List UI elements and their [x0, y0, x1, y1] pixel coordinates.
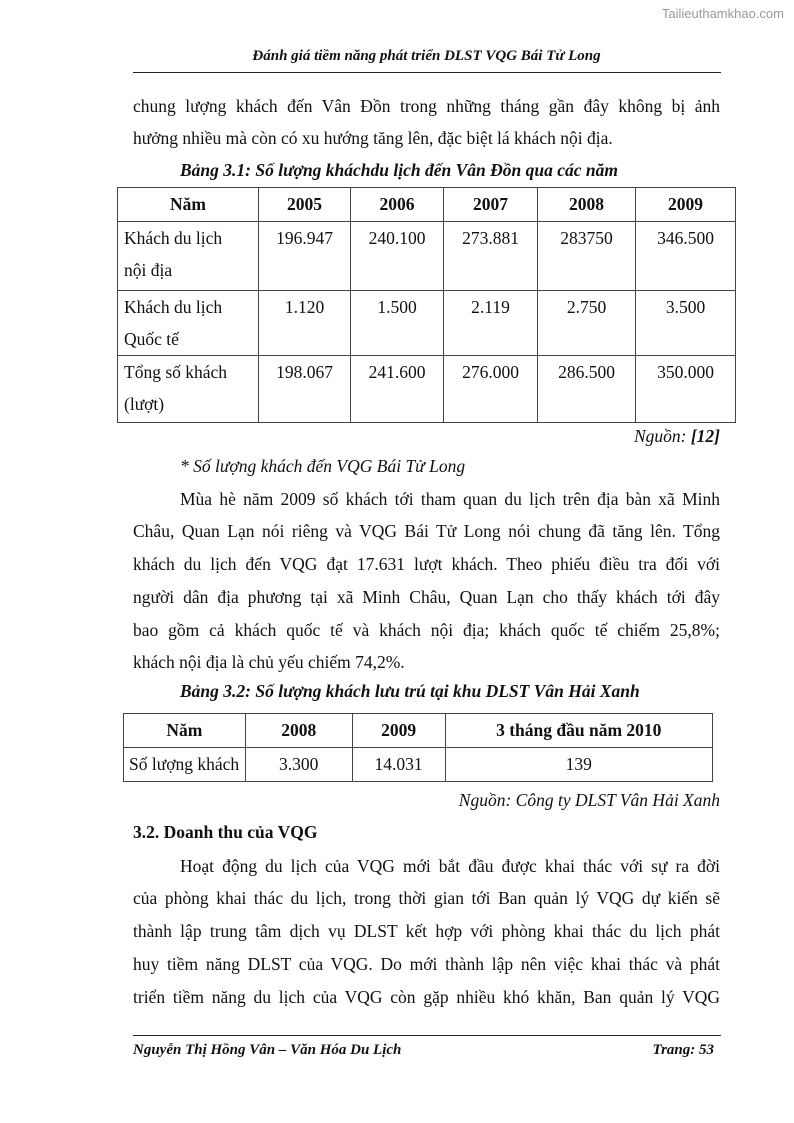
- table1-header-cell: 2009: [636, 188, 736, 222]
- paragraph-line: của phòng khai thác du lịch, trong thời gian tới Ban quản lý VQG dự kiến sẽ: [133, 888, 720, 908]
- paragraph-line: bao gồm cả khách quốc tế và khách nội địa; khách quốc tế chiếm 25,8%;: [133, 620, 720, 640]
- table-row: [118, 222, 736, 291]
- cell: 276.000: [444, 356, 538, 423]
- row-label: Tổng số khách (lượt): [118, 356, 259, 423]
- paragraph-line: khách nội địa là chủ yếu chiếm 74,2%.: [133, 652, 405, 672]
- table2: [123, 713, 713, 782]
- table2-source: Nguồn: Công ty DLST Vân Hải Xanh: [458, 790, 720, 810]
- footer-rule: [133, 1035, 721, 1036]
- header-rule: [133, 72, 721, 73]
- table1-header-cell: 2007: [444, 188, 538, 222]
- table-row: [124, 748, 713, 782]
- table1-header-cell: 2008: [538, 188, 636, 222]
- cell: 2.750: [538, 291, 636, 356]
- paragraph-line: triển tiềm năng du lịch của VQG còn gặp nhiều khó khăn, Ban quản lý VQG: [133, 987, 720, 1007]
- table2-header-cell: 2008: [245, 714, 352, 748]
- row-label: Khách du lịch nội địa: [118, 222, 259, 291]
- table1-header-row: [118, 188, 736, 222]
- table1-source: Nguồn: [12]: [633, 426, 720, 446]
- cell: 283750: [538, 222, 636, 291]
- paragraph-line: người dân địa phương tại xã Minh Châu, Quan Lạn cho thấy khách tới đây: [133, 587, 720, 607]
- watermark: Tailieuthamkhao.com: [661, 6, 784, 21]
- paragraph-line: Mùa hè năm 2009 số khách tới tham quan du lịch trên địa bàn xã Minh: [180, 489, 720, 509]
- row-label: Khách du lịch Quốc tế: [118, 291, 259, 356]
- cell: 241.600: [351, 356, 444, 423]
- section-heading: 3.2. Doanh thu của VQG: [133, 822, 318, 842]
- paragraph-line: khách du lịch đến VQG đạt 17.631 lượt khách. Theo phiếu điều tra đối với: [133, 554, 720, 574]
- table-row: [118, 291, 736, 356]
- cell: 273.881: [444, 222, 538, 291]
- table1-header-cell: 2006: [351, 188, 444, 222]
- paragraph-line: Hoạt động du lịch của VQG mới bắt đầu được khai thác với sự ra đời: [180, 856, 720, 876]
- cell: 286.500: [538, 356, 636, 423]
- paragraph-line: huy tiềm năng DLST của VQG. Do mới thành lập nên việc khai thác và phát: [133, 954, 720, 974]
- table2-header-cell: 2009: [352, 714, 445, 748]
- cell: 1.500: [351, 291, 444, 356]
- table1: [117, 187, 736, 423]
- subheading: * Số lượng khách đến VQG Bái Tử Long: [180, 456, 466, 476]
- row-label: Số lượng khách: [124, 748, 246, 782]
- footer-page-number: Trang: 53: [652, 1042, 714, 1058]
- intro-line: chung lượng khách đến Vân Đồn trong những tháng gần đây không bị ảnh: [133, 96, 720, 116]
- cell: 196.947: [259, 222, 351, 291]
- intro-line: hưởng nhiều mà còn có xu hướng tăng lên, đặc biệt lá khách nội địa.: [133, 128, 613, 148]
- table1-header-cell: Năm: [118, 188, 259, 222]
- cell: 346.500: [636, 222, 736, 291]
- cell: 198.067: [259, 356, 351, 423]
- cell: 139: [445, 748, 712, 782]
- table-row: [118, 356, 736, 423]
- paragraph-line: Châu, Quan Lạn nói riêng và VQG Bái Tử Long nói chung đã tăng lên. Tổng: [133, 521, 720, 541]
- cell: 14.031: [352, 748, 445, 782]
- table2-header-row: [124, 714, 713, 748]
- cell: 2.119: [444, 291, 538, 356]
- footer-author: Nguyễn Thị Hồng Vân – Văn Hóa Du Lịch: [133, 1042, 402, 1058]
- paragraph-line: thành lập trung tâm dịch vụ DLST kết hợp với phòng khai thác du lịch phát: [133, 921, 720, 941]
- table1-header-cell: 2005: [259, 188, 351, 222]
- cell: 350.000: [636, 356, 736, 423]
- cell: 3.500: [636, 291, 736, 356]
- table2-header-cell: Năm: [124, 714, 246, 748]
- table2-header-cell: 3 tháng đầu năm 2010: [445, 714, 712, 748]
- cell: 1.120: [259, 291, 351, 356]
- cell: 3.300: [245, 748, 352, 782]
- table2-caption: Bảng 3.2: Số lượng khách lưu trú tại khu DLST Vân Hải Xanh: [180, 681, 640, 701]
- running-header: Đánh giá tiềm năng phát triển DLST VQG Bái Tử Long: [252, 48, 601, 64]
- table1-caption: Bảng 3.1: Số lượng kháchdu lịch đến Vân Đồn qua các năm: [180, 160, 619, 180]
- cell: 240.100: [351, 222, 444, 291]
